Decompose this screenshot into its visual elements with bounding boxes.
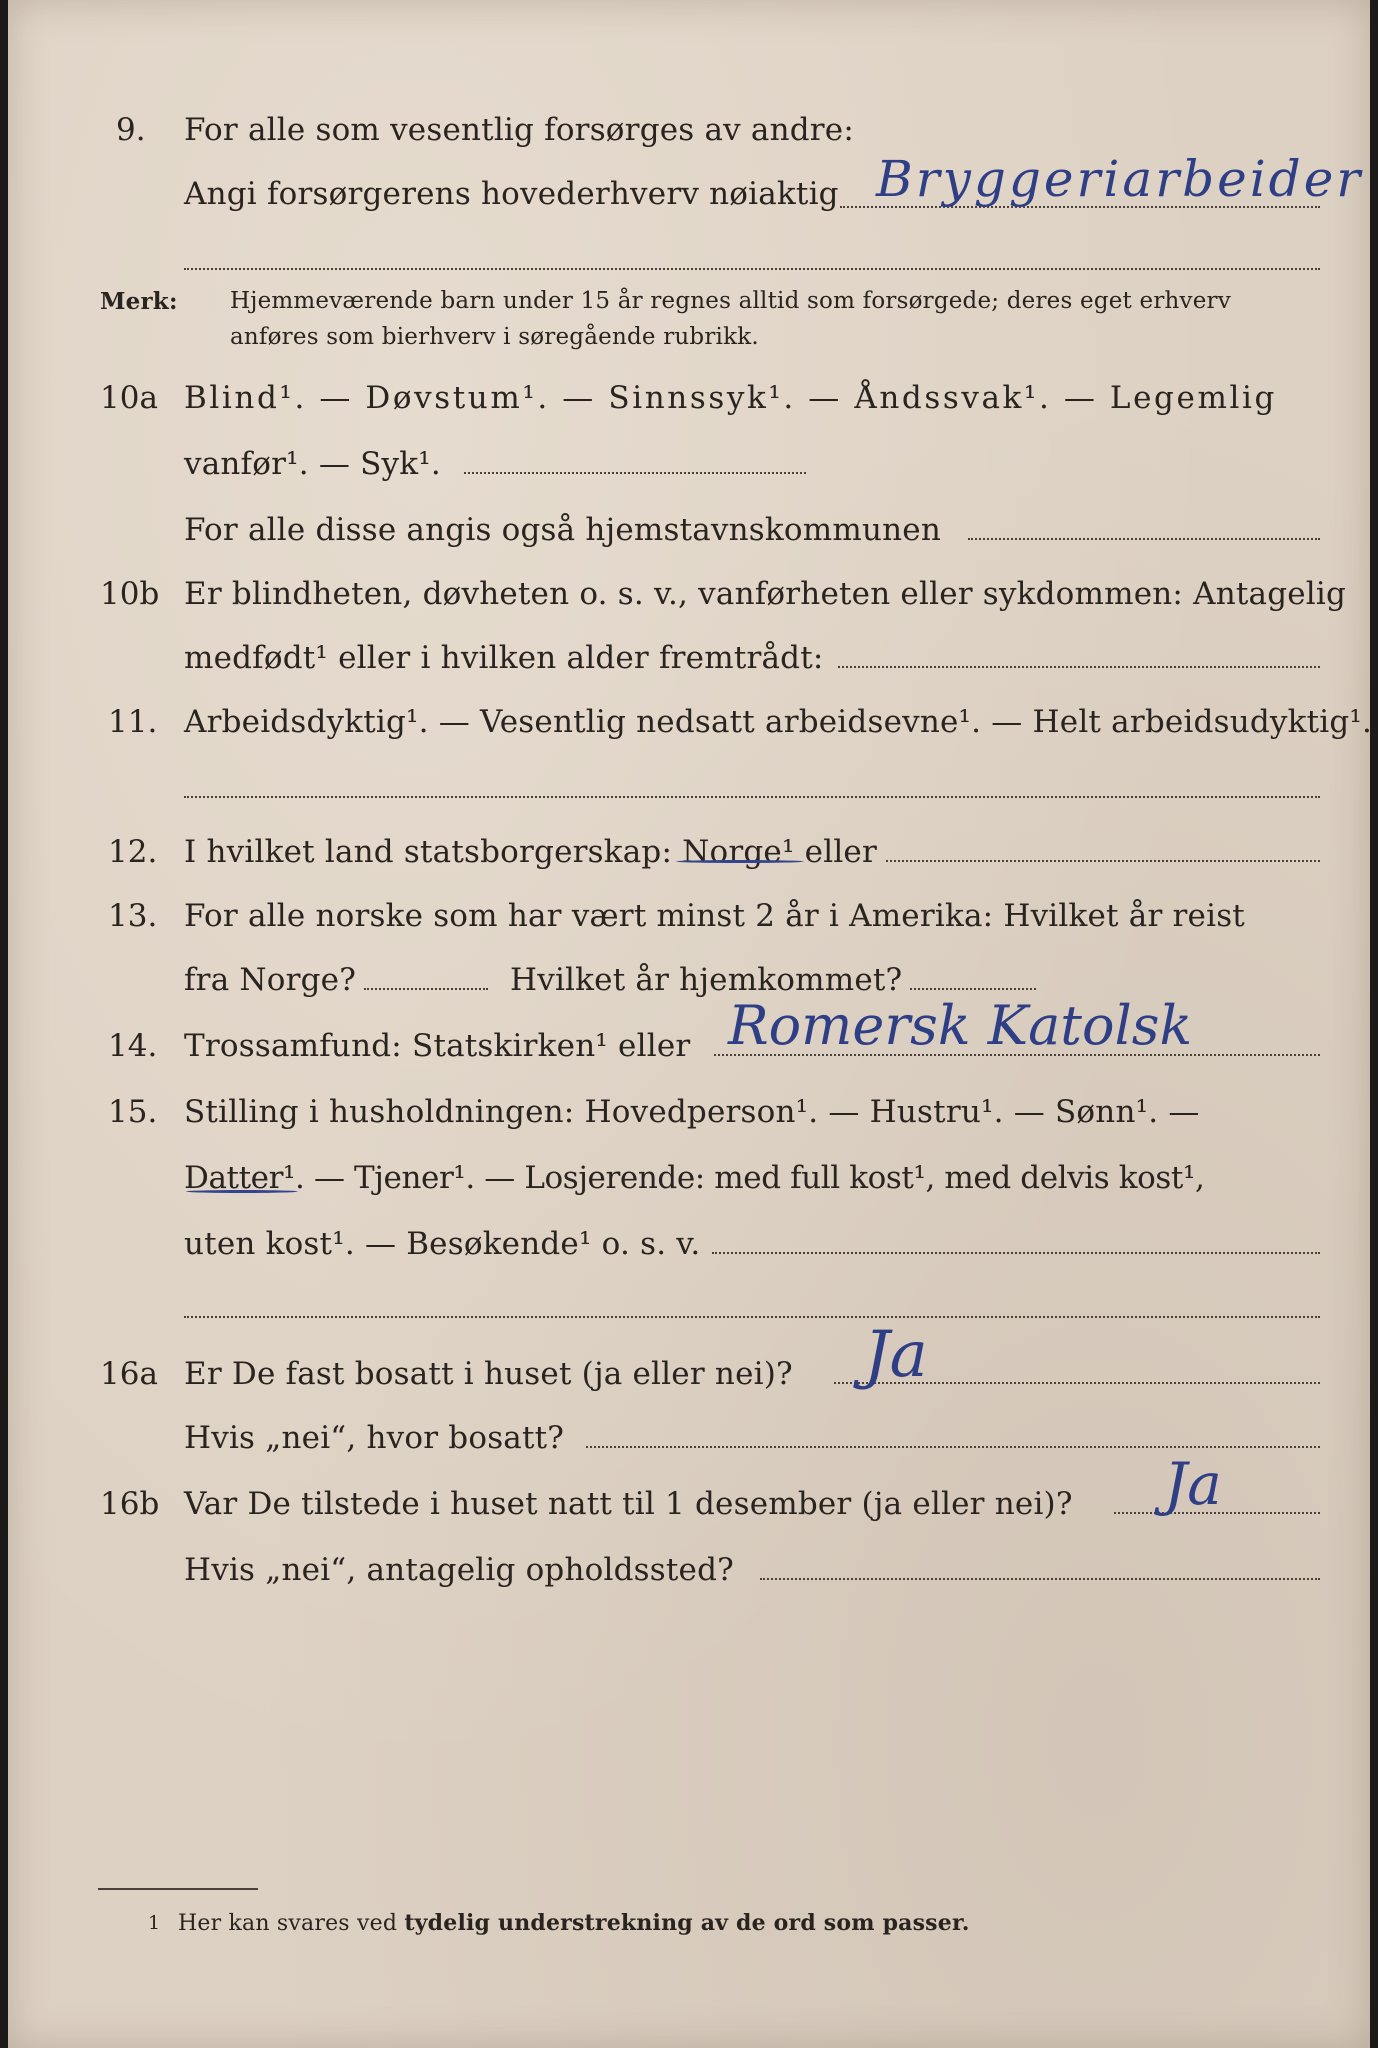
q9-handwritten-answer: Bryggeriarbeider bbox=[876, 150, 1364, 208]
q15-number: 15. bbox=[108, 1094, 158, 1130]
q16b-opholdssted-line bbox=[760, 1578, 1320, 1580]
q15-line2: Datter¹. — Tjener¹. — Losjerende: med full kost¹, med delvis kost¹, bbox=[184, 1160, 1205, 1196]
q10a-line2: vanfør¹. — Syk¹. bbox=[184, 446, 441, 482]
q9-extra-line bbox=[184, 268, 1320, 270]
q10a-kommune-line bbox=[968, 538, 1320, 540]
q13-line2b: Hvilket år hjemkommet? bbox=[510, 962, 903, 998]
q10a-line3: For alle disse angis også hjemstavnskommunen bbox=[184, 512, 941, 548]
q16a-number: 16a bbox=[100, 1356, 158, 1392]
q14-number: 14. bbox=[108, 1028, 158, 1064]
q15-extra-line bbox=[184, 1316, 1320, 1318]
q13-line2a: fra Norge? bbox=[184, 962, 357, 998]
q16b-line2: Hvis „nei“, antagelig opholdssted? bbox=[184, 1552, 734, 1588]
q11-line1: Arbeidsdyktig¹. — Vesentlig nedsatt arbeidsevne¹. — Helt arbeidsudyktig¹. bbox=[184, 704, 1373, 740]
q12-line1: I hvilket land statsborgerskap: Norge¹ eller bbox=[184, 834, 877, 870]
footnote-rule bbox=[98, 1888, 258, 1890]
q11-answer-line bbox=[184, 796, 1320, 798]
q13-hjemkommet-line bbox=[910, 988, 1036, 990]
merk-line2: anføres som bierhverv i søregående rubrikk. bbox=[230, 324, 759, 350]
merk-line1: Hjemmeværende barn under 15 år regnes alltid som forsørgede; deres eget erhverv bbox=[230, 288, 1231, 314]
q10b-answer-line bbox=[838, 666, 1320, 668]
footnote-text bbox=[178, 1910, 970, 1936]
q16a-line1: Er De fast bosatt i huset (ja eller nei)? bbox=[184, 1356, 793, 1392]
q10b-line1: Er blindheten, døvheten o. s. v., vanførheten eller sykdommen: Antagelig bbox=[184, 576, 1347, 612]
q12-answer-line bbox=[886, 860, 1320, 862]
q13-line1: For alle norske som har vært minst 2 år i Amerika: Hvilket år reist bbox=[184, 898, 1245, 934]
q14-line1: Trossamfund: Statskirken¹ eller bbox=[184, 1028, 691, 1064]
q15-line3: uten kost¹. — Besøkende¹ o. s. v. bbox=[184, 1226, 701, 1262]
q10b-line2: medfødt¹ eller i hvilken alder fremtrådt: bbox=[184, 640, 824, 676]
census-form-page bbox=[8, 0, 1373, 2048]
q16b-number: 16b bbox=[100, 1486, 160, 1522]
q9-line1: For alle som vesentlig forsørges av andre: bbox=[184, 112, 854, 148]
q13-reist-line bbox=[364, 988, 488, 990]
q16a-handwritten-answer: Ja bbox=[864, 1318, 928, 1392]
footnote-mark: 1 bbox=[148, 1912, 161, 1934]
footnote-text-bold: tydelig understrekning av de ord som passer. bbox=[404, 1910, 970, 1936]
q15-datter-underline bbox=[186, 1190, 298, 1193]
q10b-number: 10b bbox=[100, 576, 160, 612]
q16a-bosatt-line bbox=[586, 1446, 1320, 1448]
q10a-syk-line bbox=[464, 472, 806, 474]
q10a-line1: Blind¹. — Døvstum¹. — Sinnssyk¹. — Åndssvak¹. — Legemlig bbox=[184, 380, 1277, 416]
q16a-line2: Hvis „nei“, hvor bosatt? bbox=[184, 1420, 565, 1456]
q15-answer-line bbox=[712, 1252, 1320, 1254]
q12-number: 12. bbox=[108, 834, 158, 870]
q12-norge-underline bbox=[676, 860, 804, 863]
q13-number: 13. bbox=[108, 898, 158, 934]
q10a-number: 10a bbox=[100, 380, 158, 416]
q11-number: 11. bbox=[108, 704, 158, 740]
q16b-handwritten-answer: Ja bbox=[1164, 1450, 1222, 1518]
q16b-line1: Var De tilstede i huset natt til 1 desember (ja eller nei)? bbox=[184, 1486, 1073, 1522]
merk-label: Merk: bbox=[100, 288, 178, 315]
q9-number: 9. bbox=[116, 112, 146, 148]
q14-handwritten-answer: Romersk Katolsk bbox=[728, 994, 1193, 1057]
footnote-text-plain: Her kan svares ved bbox=[178, 1911, 405, 1936]
q9-line2: Angi forsørgerens hovederhverv nøiaktig bbox=[184, 176, 839, 212]
q15-line1: Stilling i husholdningen: Hovedperson¹. — Hustru¹. — Sønn¹. — bbox=[184, 1094, 1200, 1130]
